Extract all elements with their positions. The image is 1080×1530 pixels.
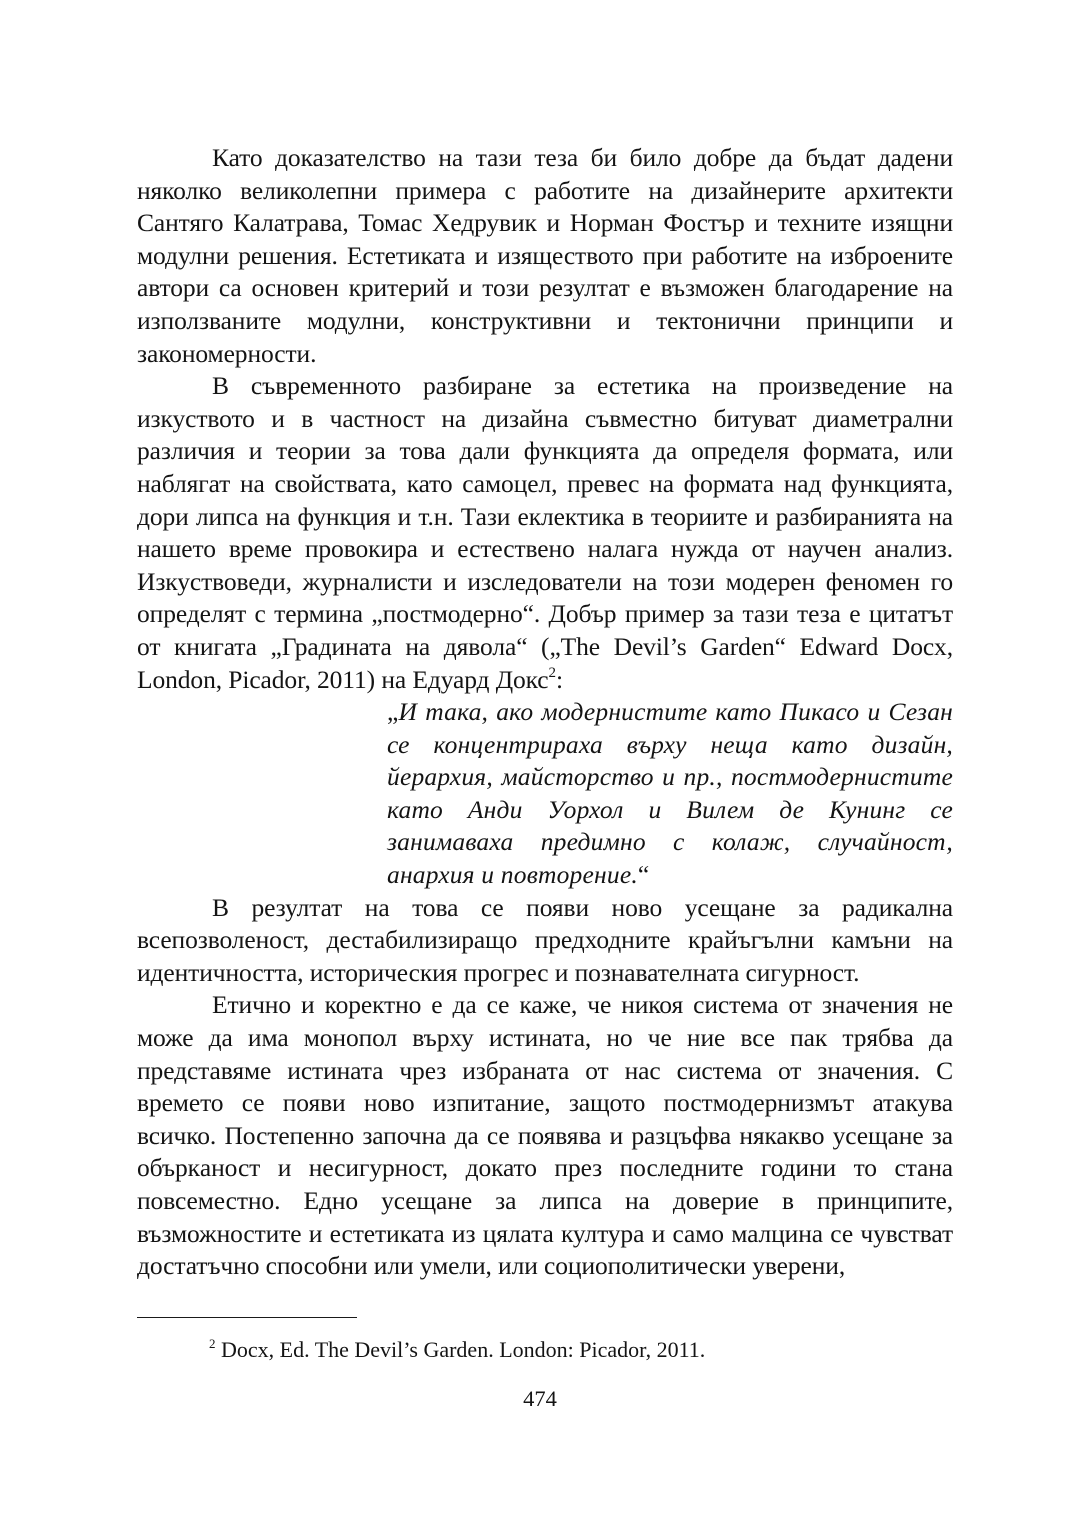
paragraph-4: Етично и коректно е да се каже, че никоя система от значения не може да има монопол върху истината, но че ние все пак трябва да представяме истината чрез избраната от нас система от значения. С времето се появи ново изпитание, защото постмодернизмът атакува всичко. Постепенно започна да се появява и разцъфва някакво усещане за объркaност и несигурност, докато през последните години то стана повсеместно. Едно усещане за липса на доверие в принципите, възможностите и естетиката из цялата култура и само малцина се чувстват достатъчно способни или умели, или социополитически уверени,	[137, 990, 953, 1281]
quote-text: И така, ако модернистите като Пикасо и Сезан се концентрираха върху неща като дизайн, йерархия, майсторство и пр., постмодернистите като Анди Уорхол и Вилем де Кунинг се занимаваха предимно с колаж, случайност, анархия и повторение.	[387, 697, 953, 890]
paragraph-2-tail: :	[555, 664, 563, 694]
footnote-reference[interactable]: 2	[548, 665, 556, 681]
paragraph-2-text: В съвременното разбиране за естетика на произведение на изкуството и в частност на дизайна съвместно битуват диаметрални различия и теории за това дали функцията да определя формата, или наблягат на свойствата, като самоцел, превес на формата над функцията, дори липса на функция и т.н. Тази еклектика в теориите и разбиранията на нашето време провокира и естествено налага нужда от научен анализ. Изкуствоведи, журналисти и изследователи на този модерен феномен го определят с термина „постмодерно“. Добър пример за тази теза е цитатът от книгата „Градината на дявола“ („The Devil’s Garden“ Edward Docx, London, Picador, 2011) на Едуард Докс	[137, 371, 953, 694]
footnote-number: 2	[209, 1335, 216, 1351]
footnote-text: Docx, Ed. The Devil’s Garden. London: Picador, 2011.	[215, 1337, 706, 1362]
page-number: 474	[523, 1386, 557, 1411]
page-body	[137, 142, 953, 1283]
paragraph-3: В резултат на това се появи ново усещане за радикална всепозволеност, дестабилизиращо предходните крайъгълни камъни на идентичността, историческия прогрес и познавателната сигурност.	[137, 892, 953, 987]
quote-open-mark: „	[387, 697, 399, 727]
block-quote	[387, 696, 953, 892]
paragraph-1: Като доказателство на тази теза би било добре да бъдат дадени няколко великолепни примера с работите на дизайнерите архитекти Сантяго Калатрава, Томас Хедрувик и Норман Фостър и техните изящни модулни решения. Естетиката и изяществото при работите на изброените автори са основен критерий и този резултат е възможен благодарение на използваните модулни, конструктивни и тектонични принципи и закономерности.	[137, 143, 953, 368]
paragraph-2	[137, 370, 953, 696]
quote-close-mark: “	[637, 860, 650, 890]
footnote-separator	[137, 1317, 357, 1318]
footnote	[209, 1336, 705, 1364]
